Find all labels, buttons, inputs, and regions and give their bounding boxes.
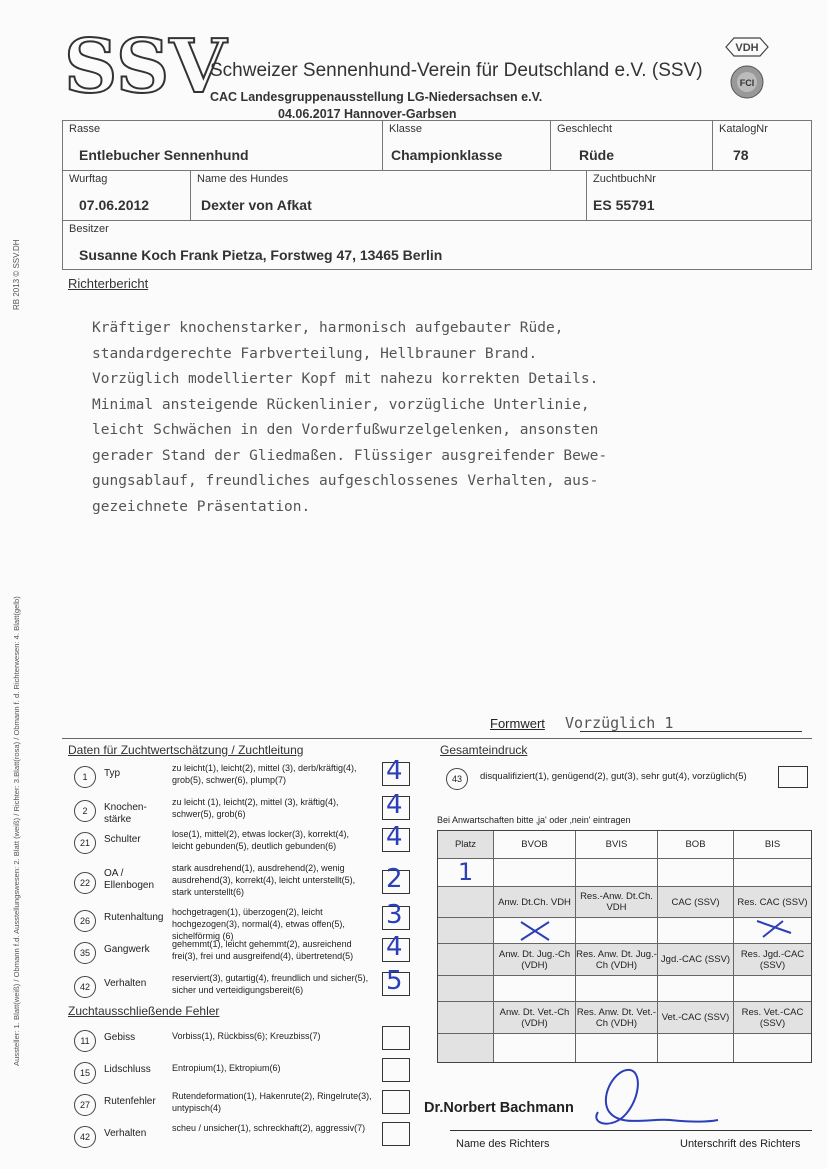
- criterion-schulter: [68, 822, 418, 864]
- geschlecht-cell: [551, 121, 713, 171]
- criterion-mark: 5: [386, 966, 403, 996]
- grid-label: Res.-Anw. Dt.Ch. VDH: [576, 887, 658, 918]
- report-line: Minimal ansteigende Rückenlinier, vorzügliche Unterlinie,: [92, 396, 590, 413]
- grid-platz-cell[interactable]: [438, 859, 494, 887]
- criterion-name: OA / Ellenbogen: [104, 868, 155, 891]
- criterion-desc: zu leicht (1), leicht(2), mittel (3), kräftig(4), schwer(5), grob(6): [172, 797, 339, 819]
- svg-text:SSV: SSV: [64, 24, 227, 110]
- grid-cell[interactable]: [576, 859, 658, 887]
- grid-gray-cell: [438, 944, 494, 976]
- gesamt-box[interactable]: [778, 766, 808, 788]
- svg-text:VDH: VDH: [735, 42, 759, 54]
- excl-verhalten: [68, 1122, 418, 1158]
- excl-number: 27: [74, 1094, 96, 1116]
- judge-name-label: Name des Richters: [456, 1138, 550, 1150]
- excl-box[interactable]: [382, 1058, 410, 1082]
- svg-text:FCI: FCI: [739, 78, 755, 88]
- grid-header-platz: Platz: [438, 831, 494, 859]
- grid-entry-cell[interactable]: [658, 918, 734, 944]
- grid-label: Res. Jgd.-CAC (SSV): [734, 944, 811, 976]
- report-line: gezeichnete Präsentation.: [92, 498, 311, 515]
- excl-name: Gebiss: [104, 1032, 136, 1043]
- grid-header-bvis: BVIS: [576, 831, 658, 859]
- zuchtbuch-value: ES 55791: [593, 197, 655, 213]
- zucht-heading: Daten für Zuchtwertschätzung / Zuchtleitung: [68, 743, 304, 757]
- grid-label: Anw. Dt. Jug.-Ch (VDH): [494, 944, 576, 976]
- criterion-desc: stark ausdrehend(1), ausdrehend(2), wenig ausdrehend(3), korrekt(4), leicht unterstellt(5), stark unterstellt(6): [172, 863, 356, 897]
- hundename-label: Name des Hundes: [197, 173, 289, 185]
- criterion-name: Rutenhaltung: [104, 912, 164, 923]
- grid-label: Anw. Dt.Ch. VDH: [494, 887, 576, 918]
- grid-header-bob: BOB: [658, 831, 734, 859]
- criterion-number: 1: [74, 766, 96, 788]
- zuchtbuch-cell: [587, 171, 811, 221]
- hundename-cell: [191, 171, 587, 221]
- report-line: Vorzüglich modellierter Kopf mit nahezu korrekten Details.: [92, 371, 599, 387]
- criterion-mark: 4: [386, 790, 403, 820]
- grid-entry-cell[interactable]: [494, 918, 576, 944]
- criterion-number: 42: [74, 976, 96, 998]
- gesamt-desc: disqualifiziert(1), genügend(2), gut(3), sehr gut(4), vorzüglich(5): [480, 771, 747, 782]
- excl-name: Lidschluss: [104, 1064, 151, 1075]
- criterion-mark: 3: [386, 900, 403, 930]
- criterion-number: 26: [74, 910, 96, 932]
- grid-gray-cell: [438, 887, 494, 918]
- klasse-cell: [383, 121, 551, 171]
- katalog-label: KatalogNr: [719, 123, 768, 135]
- excl-box[interactable]: [382, 1026, 410, 1050]
- criterion-mark: 4: [386, 756, 403, 786]
- club-title: Schweizer Sennenhund-Verein für Deutschland e.V. (SSV): [210, 60, 703, 81]
- grid-entry-cell[interactable]: [658, 976, 734, 1002]
- cross-mark-icon: [753, 919, 793, 943]
- criterion-verhalten: [68, 966, 418, 1008]
- criterion-rutenhaltung: [68, 900, 418, 942]
- grid-label: Jgd.-CAC (SSV): [658, 944, 734, 976]
- formwert-line: [580, 731, 802, 732]
- excl-desc: Vorbiss(1), Rückbiss(6); Kreuzbiss(7): [172, 1031, 321, 1041]
- criterion-desc: zu leicht(1), leicht(2), mittel (3), derb/kräftig(4), grob(5), schwer(6), plump(7): [172, 763, 357, 785]
- besitzer-value: Susanne Koch Frank Pietza, Forstweg 47, 13465 Berlin: [79, 247, 443, 263]
- criterion-number: 35: [74, 942, 96, 964]
- excl-rutenfehler: [68, 1090, 418, 1126]
- grid-label: Anw. Dt. Vet.-Ch (VDH): [494, 1002, 576, 1034]
- excl-number: 42: [74, 1126, 96, 1148]
- distribution-side-text: Aussteller: 1. Blatt(weiß) / Obmann f.d. Ausstellungswesen: 2. Blatt (weiß) / Richter: 3.Blatt(rosa) / Obmann f. d. Richterwesen: 4. Blatt(gelb): [12, 596, 21, 1066]
- criterion-name: Knochen- stärke: [104, 802, 147, 825]
- grid-label: Res. Anw. Dt. Vet.-Ch (VDH): [576, 1002, 658, 1034]
- excl-desc: Rutendeformation(1), Hakenrute(2), Ringelrute(3), untypisch(4): [172, 1091, 372, 1113]
- criterion-mark: 2: [386, 864, 403, 894]
- gesamt-number: 43: [446, 768, 468, 790]
- grid-label: Vet.-CAC (SSV): [658, 1002, 734, 1034]
- besitzer-cell: [63, 221, 811, 269]
- criterion-mark: 4: [386, 932, 403, 962]
- geschlecht-value: Rüde: [579, 147, 614, 163]
- formwert-value: Vorzüglich 1: [565, 714, 674, 732]
- excl-gebiss: [68, 1026, 418, 1062]
- platz-mark: 1: [457, 858, 474, 886]
- section-divider: [62, 738, 812, 739]
- geschlecht-label: Geschlecht: [557, 123, 613, 135]
- signature-line: [450, 1130, 812, 1131]
- grid-label: Res. CAC (SSV): [734, 887, 811, 918]
- grid-entry-cell[interactable]: [734, 918, 811, 944]
- grid-header-bis: BIS: [734, 831, 811, 859]
- copyright-side-text: RB 2013 © SSV.DH: [12, 239, 21, 310]
- rasse-label: Rasse: [69, 123, 101, 135]
- klasse-value: Championklasse: [391, 147, 503, 163]
- rasse-cell: [63, 121, 383, 171]
- excl-number: 15: [74, 1062, 96, 1084]
- report-line: gungsablauf, freundliches aufgeschlossenes Verhalten, aus-: [92, 473, 599, 489]
- show-title: CAC Landesgruppenausstellung LG-Niedersachsen e.V.: [210, 90, 543, 104]
- hundename-value: Dexter von Afkat: [201, 197, 312, 213]
- grid-label: Res. Vet.-CAC (SSV): [734, 1002, 811, 1034]
- excl-desc: scheu / unsicher(1), schreckhaft(2), aggressiv(7): [172, 1123, 366, 1133]
- grid-label: Res. Anw. Dt. Jug.-Ch (VDH): [576, 944, 658, 976]
- wurftag-cell: [63, 171, 191, 221]
- fci-logo: [729, 64, 765, 100]
- report-line: standardgerechte Farbverteilung, Hellbrauner Brand.: [92, 345, 538, 362]
- report-line: gerader Stand der Gliedmaßen. Flüssiger ausgreifender Bewe-: [92, 447, 608, 464]
- criterion-desc: reserviert(3), gutartig(4), freundlich und sicher(5), sicher und verteidigungsbereit(6): [172, 973, 369, 995]
- criterion-number: 22: [74, 872, 96, 894]
- criterion-name: Schulter: [104, 834, 141, 845]
- report-heading: Richterbericht: [68, 276, 149, 291]
- besitzer-label: Besitzer: [69, 223, 109, 235]
- ssv-logo: [62, 24, 227, 110]
- klasse-label: Klasse: [389, 123, 423, 135]
- grid-gray-cell: [438, 976, 494, 1002]
- grid-entry-cell[interactable]: [734, 976, 811, 1002]
- judge-name: Dr.Norbert Bachmann: [424, 1100, 574, 1116]
- excl-box[interactable]: [382, 1090, 410, 1114]
- wurftag-label: Wurftag: [69, 173, 108, 185]
- grid-entry-cell[interactable]: [734, 1034, 811, 1062]
- rasse-value: Entlebucher Sennenhund: [79, 147, 249, 163]
- grid-cell[interactable]: [734, 859, 811, 887]
- grid-gray-cell: [438, 918, 494, 944]
- grid-cell[interactable]: [494, 859, 576, 887]
- grid-entry-cell[interactable]: [658, 1034, 734, 1062]
- grid-gray-cell: [438, 1002, 494, 1034]
- excl-name: Rutenfehler: [104, 1096, 156, 1107]
- excl-desc: Entropium(1), Ektropium(6): [172, 1063, 281, 1073]
- anwartschaft-grid: [437, 830, 812, 1063]
- excl-box[interactable]: [382, 1122, 410, 1146]
- criterion-number: 21: [74, 832, 96, 854]
- katalog-value: 78: [733, 147, 749, 163]
- report-line: Kräftiger knochenstarker, harmonisch aufgebauter Rüde,: [92, 320, 564, 336]
- show-date: 04.06.2017 Hannover-Garbsen: [278, 107, 457, 121]
- grid-header-bvob: BVOB: [494, 831, 576, 859]
- criterion-knochenstaerke: [68, 790, 418, 832]
- signature-image: [560, 1064, 720, 1134]
- excl-lidschluss: [68, 1058, 418, 1094]
- cross-mark-icon: [515, 919, 555, 943]
- vdh-logo: [724, 36, 770, 58]
- criterion-typ: [68, 756, 418, 798]
- criterion-mark: 4: [386, 822, 403, 852]
- criterion-name: Typ: [104, 768, 121, 779]
- grid-entry-cell[interactable]: [576, 918, 658, 944]
- grid-cell[interactable]: [658, 859, 734, 887]
- excl-heading: Zuchtausschließende Fehler: [68, 1004, 220, 1018]
- criterion-name: Gangwerk: [104, 944, 150, 955]
- grid-entry-cell[interactable]: [576, 976, 658, 1002]
- criterion-number: 2: [74, 800, 96, 822]
- report-text: [92, 316, 607, 520]
- formwert-label: Formwert: [490, 716, 545, 731]
- criterion-desc: lose(1), mittel(2), etwas locker(3), korrekt(4), leicht gebunden(5), deutlich gebunden(6): [172, 829, 350, 851]
- anwartschaft-note: Bei Anwartschaften bitte ‚ja' oder ‚nein' eintragen: [437, 815, 631, 825]
- grid-gray-cell: [438, 1034, 494, 1062]
- zuchtbuch-label: ZuchtbuchNr: [593, 173, 656, 185]
- grid-entry-cell[interactable]: [494, 1034, 576, 1062]
- criterion-ellenbogen: [68, 862, 418, 906]
- criterion-desc: gehemmt(1), leicht gehemmt(2), ausreichend frei(3), frei und ausgreifend(4), übertretend(5): [172, 939, 354, 961]
- excl-name: Verhalten: [104, 1128, 147, 1139]
- grid-label: CAC (SSV): [658, 887, 734, 918]
- report-line: leicht Schwächen in den Vorderfußwurzelgelenken, ansonsten: [92, 422, 599, 438]
- wurftag-value: 07.06.2012: [79, 197, 150, 213]
- dog-info-table: [62, 120, 812, 270]
- criterion-name: Verhalten: [104, 978, 147, 989]
- judge-sign-label: Unterschrift des Richters: [680, 1138, 801, 1150]
- grid-entry-cell[interactable]: [576, 1034, 658, 1062]
- criterion-desc: hochgetragen(1), überzogen(2), leicht hochgezogen(3), normal(4), etwas offen(5), sichelförmig (6): [172, 907, 345, 941]
- grid-entry-cell[interactable]: [494, 976, 576, 1002]
- katalog-cell: [713, 121, 811, 171]
- excl-number: 11: [74, 1030, 96, 1052]
- criterion-gangwerk: [68, 932, 418, 974]
- gesamt-heading: Gesamteindruck: [440, 743, 528, 757]
